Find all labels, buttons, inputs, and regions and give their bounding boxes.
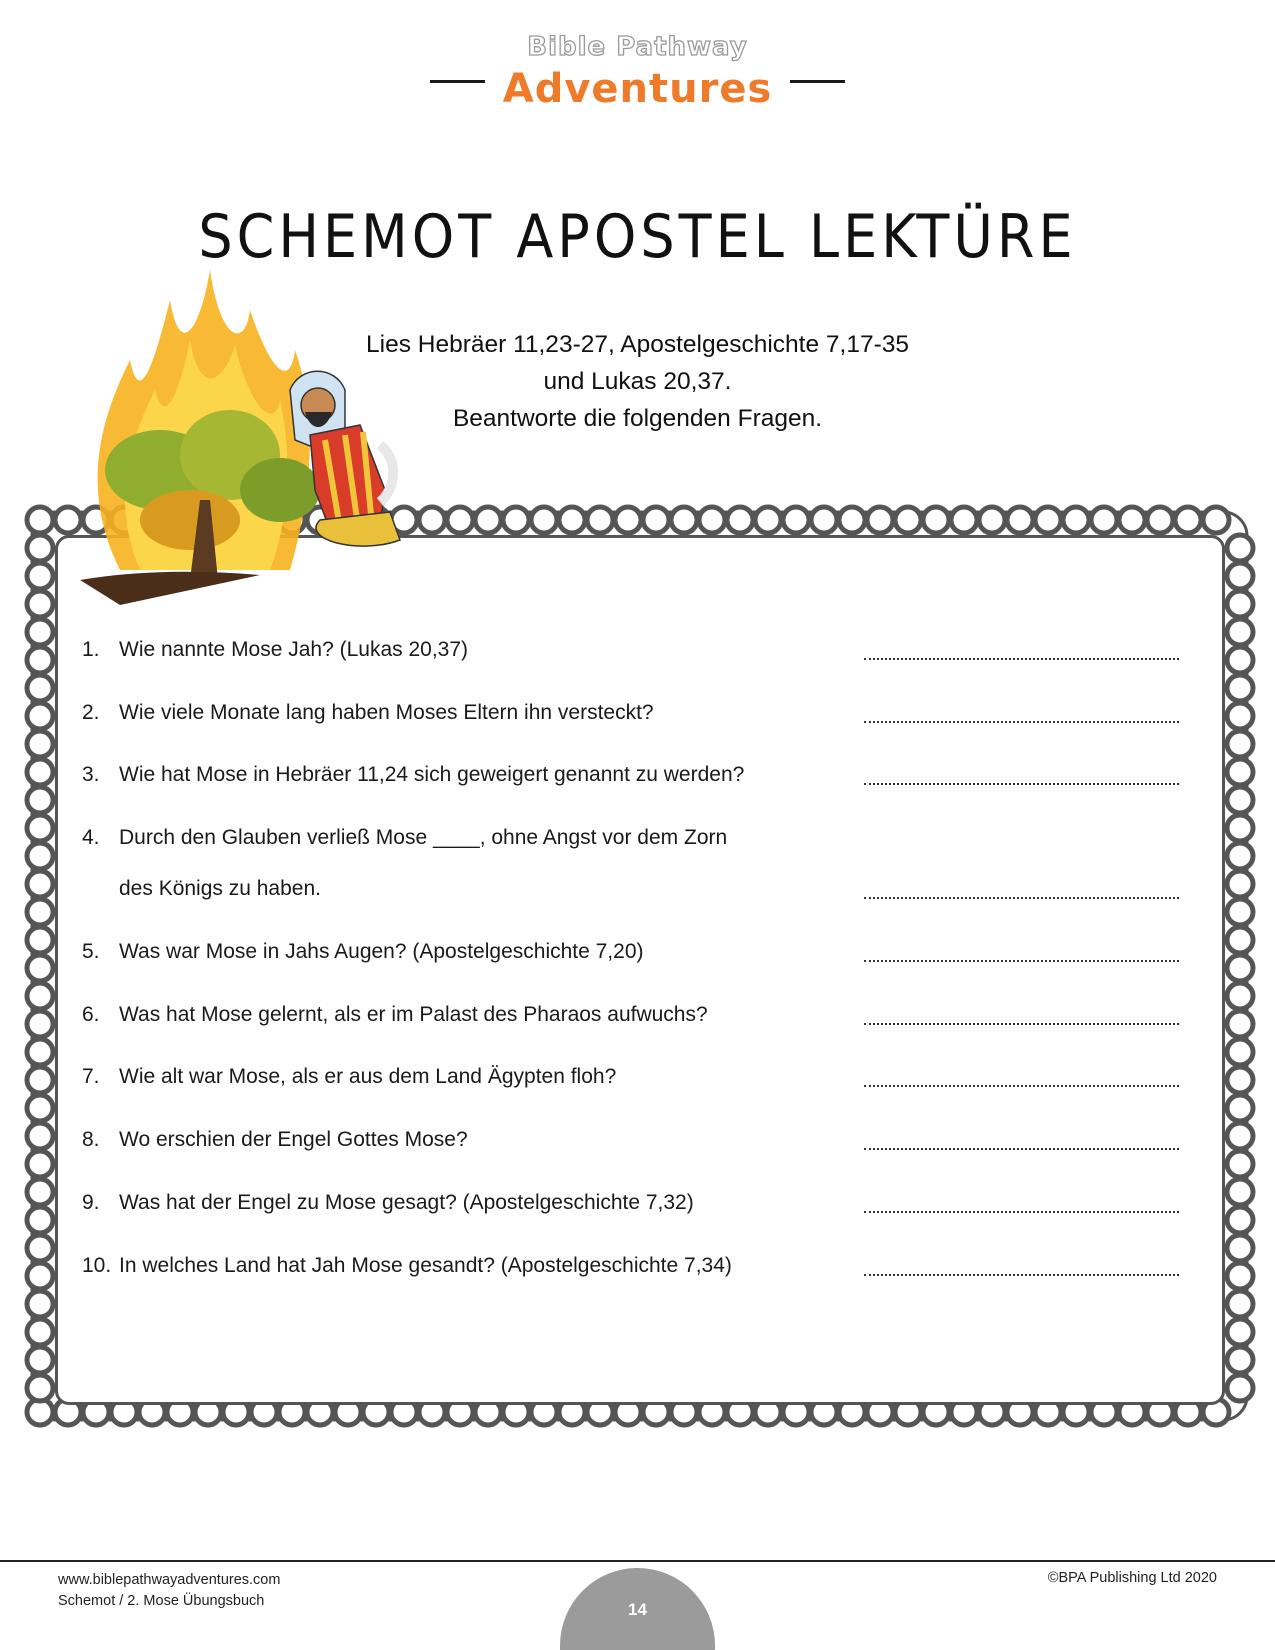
scallop [811, 507, 837, 533]
scallop [27, 1067, 53, 1093]
logo-main-text: Adventures [502, 66, 773, 112]
footer-book: Schemot / 2. Mose Übungsbuch [58, 1593, 265, 1609]
scallop [27, 1039, 53, 1065]
question-text: Was hat Mose gelernt, als er im Palast des Pharaos aufwuchs? [119, 1003, 708, 1026]
burning-bush-illustration [60, 240, 420, 640]
scallop [1227, 1319, 1253, 1345]
scallop [1227, 1179, 1253, 1205]
answer-line[interactable] [864, 940, 1179, 962]
scallop [1119, 507, 1145, 533]
scallop [1227, 535, 1253, 561]
scallop [951, 507, 977, 533]
scallop [475, 507, 501, 533]
scallop [27, 1011, 53, 1037]
answer-line[interactable] [864, 1128, 1179, 1150]
scallop [1227, 619, 1253, 645]
scallop [1227, 1151, 1253, 1177]
logo-top-text: Bible Pathway [527, 32, 748, 62]
question-number: 9. [82, 1191, 100, 1214]
answer-line[interactable] [864, 1065, 1179, 1087]
scallop [27, 1263, 53, 1289]
scallop [1227, 927, 1253, 953]
scallop [27, 1235, 53, 1261]
scallop [671, 507, 697, 533]
footer-left [58, 1570, 280, 1612]
question-text: des Königs zu haben. [119, 877, 321, 900]
scallop [27, 1319, 53, 1345]
scallop [1227, 1375, 1253, 1401]
scallop [1227, 1291, 1253, 1317]
scallop [27, 899, 53, 925]
scallop [1147, 507, 1173, 533]
scallop [587, 507, 613, 533]
scallop [1227, 759, 1253, 785]
scallop [27, 815, 53, 841]
answer-line[interactable] [864, 1003, 1179, 1025]
scallop [1227, 1095, 1253, 1121]
answer-line[interactable] [864, 1254, 1179, 1276]
scallop [895, 507, 921, 533]
scallop [27, 759, 53, 785]
footer-copyright: ©BPA Publishing Ltd 2020 [1047, 1570, 1217, 1586]
scallop [1227, 899, 1253, 925]
scallop [27, 703, 53, 729]
instruction-line: und Lukas 20,37. [543, 368, 732, 395]
scallop [1175, 507, 1201, 533]
answer-line[interactable] [864, 763, 1179, 785]
question-text: Wie hat Mose in Hebräer 11,24 sich geweigert genannt zu werden? [119, 763, 745, 786]
scallop [531, 507, 557, 533]
scallop [27, 731, 53, 757]
scallop [1227, 1039, 1253, 1065]
question-text: Was war Mose in Jahs Augen? (Apostelgeschichte 7,20) [119, 940, 644, 963]
scallop [503, 507, 529, 533]
scallop [1227, 1011, 1253, 1037]
instruction-line: Beantworte die folgenden Fragen. [452, 405, 823, 432]
question-number: 1. [82, 638, 100, 661]
instruction-line: Lies Hebräer 11,23-27, Apostelgeschichte 7,17-35 [366, 331, 909, 358]
scallop [1227, 647, 1253, 673]
scallop [1227, 731, 1253, 757]
scallop [1063, 507, 1089, 533]
scallop [447, 507, 473, 533]
scallop [1203, 507, 1229, 533]
scallop [867, 507, 893, 533]
answer-line[interactable] [864, 701, 1179, 723]
question-number: 6. [82, 1003, 100, 1026]
scallop [755, 507, 781, 533]
scallop [1227, 675, 1253, 701]
scallop [1035, 507, 1061, 533]
scallop [1227, 1235, 1253, 1261]
scallop [1227, 1067, 1253, 1093]
question-number: 7. [82, 1065, 100, 1088]
footer-rule [0, 1560, 1275, 1562]
scallop [27, 843, 53, 869]
scallop [923, 507, 949, 533]
scallop [1227, 563, 1253, 589]
question-number: 5. [82, 940, 100, 963]
scallop [27, 787, 53, 813]
page-title: SCHEMOT APOSTEL LEKTÜRE [198, 201, 1077, 272]
scallop [1227, 815, 1253, 841]
scallop [699, 507, 725, 533]
scallop [419, 507, 445, 533]
scallop [27, 1207, 53, 1233]
scallop [643, 507, 669, 533]
scallop [27, 1347, 53, 1373]
scallop [1227, 1347, 1253, 1373]
scallop [27, 675, 53, 701]
scallop [615, 507, 641, 533]
scallop [1007, 507, 1033, 533]
footer-website[interactable]: www.biblepathwayadventures.com [58, 1572, 281, 1588]
question-text: In welches Land hat Jah Mose gesandt? (Apostelgeschichte 7,34) [119, 1254, 732, 1277]
scallop [27, 591, 53, 617]
scallop [1227, 1263, 1253, 1289]
answer-line[interactable] [864, 1191, 1179, 1213]
scallop [27, 619, 53, 645]
question-number: 4. [82, 826, 100, 849]
question-number: 10. [82, 1254, 112, 1277]
question-text: Wie nannte Mose Jah? (Lukas 20,37) [119, 638, 469, 661]
page-number: 14 [628, 1600, 647, 1619]
scallop [727, 507, 753, 533]
scallop [27, 507, 53, 533]
scallop [839, 507, 865, 533]
scallop [27, 1123, 53, 1149]
scallop [1227, 591, 1253, 617]
scallop [27, 1291, 53, 1317]
answer-line[interactable] [864, 638, 1179, 660]
scallop [27, 871, 53, 897]
scallop [27, 1375, 53, 1401]
scallop [27, 1095, 53, 1121]
scallop [27, 1179, 53, 1205]
scallop [1227, 843, 1253, 869]
scallop [1227, 703, 1253, 729]
scallop [27, 647, 53, 673]
scallop [1227, 983, 1253, 1009]
question-text: Was hat der Engel zu Mose gesagt? (Apostelgeschichte 7,32) [119, 1191, 694, 1214]
scallop [27, 983, 53, 1009]
question-text: Wie alt war Mose, als er aus dem Land Ägypten floh? [119, 1065, 617, 1088]
question-number: 8. [82, 1128, 100, 1151]
scallop [27, 927, 53, 953]
scallop [27, 955, 53, 981]
scallop [1227, 787, 1253, 813]
scallop [1227, 1207, 1253, 1233]
scallop [783, 507, 809, 533]
question-number: 2. [82, 701, 100, 724]
question-number: 3. [82, 763, 100, 786]
scallop [559, 507, 585, 533]
scallop [979, 507, 1005, 533]
scallop [1227, 1123, 1253, 1149]
scallop [27, 563, 53, 589]
scallop [27, 1151, 53, 1177]
scallop [1227, 871, 1253, 897]
scallop [27, 535, 53, 561]
scallop [1227, 955, 1253, 981]
question-text: Wo erschien der Engel Gottes Mose? [119, 1128, 468, 1151]
scallop [1091, 507, 1117, 533]
question-text: Wie viele Monate lang haben Moses Eltern ihn versteckt? [119, 701, 654, 724]
question-text: Durch den Glauben verließ Mose ____, ohne Angst vor dem Zorn [119, 826, 728, 849]
answer-line[interactable] [864, 877, 1179, 899]
